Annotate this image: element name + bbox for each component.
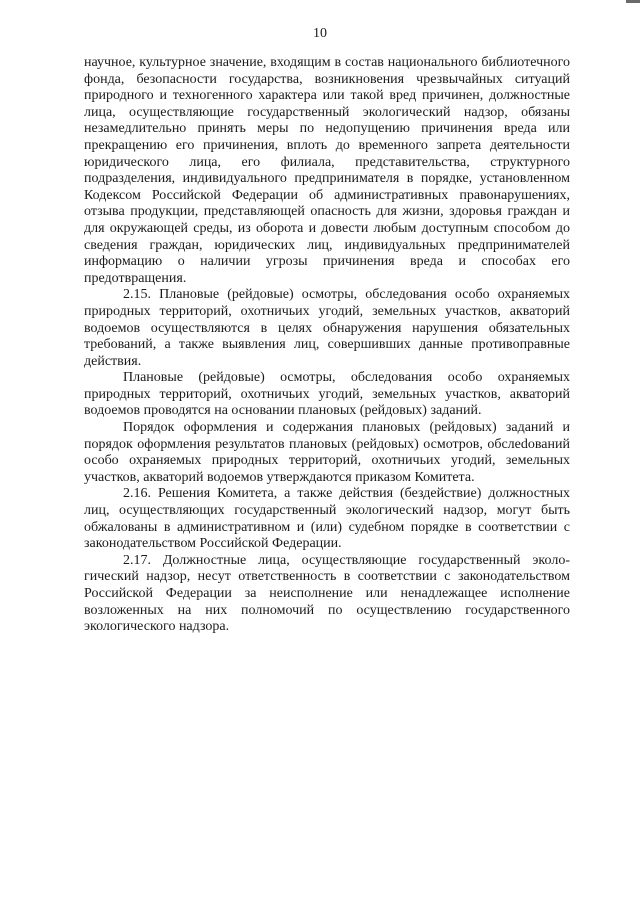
paragraph-continuation: научное, культурное значение, входящим в состав национального библиотечного фонда, безопасности государства, возникновения чрезвычайных ситуаций природного и техногенного характера или такой вред причинен, должностные лица, осуществляющие государственный экологический надзор, обязаны незамедлительно принять меры по недопущению причинения вреда или прекращению его причинения, вплоть до временного запрета деятельности юридического лица, его филиала, представительства, структурного подразделения, индивидуального предпринимателя в порядке, установленном Кодексом Российской Федерации об административных правонарушениях, отзыва продукции, представляющей опасность для жизни, здоровья граждан и для окружающей среды, из оборота и довести любым доступным способом до сведения граждан, юридических лиц, индивидуальных предпринимателей информацию о наличии угрозы причинения вреда и способах его предотвращения. <box>84 55 570 286</box>
paragraph-2-16: 2.16. Решения Комитета, а также действия (бездействие) должностных лиц, осуществляющих государственный экологический надзор, могут быть обжалованы в административном и (или) судебном порядке в соответствии с законодательством Российской Федерации. <box>84 486 570 552</box>
paragraph-raid-procedure: Порядок оформления и содержания плановых (рейдовых) заданий и порядок оформления результатов плановых (рейдовых) осмотров, обслеdований особо охраняемых природных территорий, охотничьих угодий, земельных участков, акваторий водоемов утверждаются приказом Комитета. <box>84 420 570 485</box>
paragraph-2-17: 2.17. Должностные лица, осуществляющие государственный экологический надзор, несут ответственность в соответствии с законодательством Российской Федерации за неисполнение или ненадлежащее исполнение возложенных на них полномочий по осуществлению государственного экологического надзора. <box>84 552 570 635</box>
paragraph-2-15: 2.15. Плановые (рейдовые) осмотры, обследования особо охраняемых природных территорий, охотничьих угодий, земельных участков, акваторий водоемов осуществляются в целях обнаружения нарушения обязательных требований, а также выявления лиц, совершивших данные противоправные действия. <box>84 287 570 369</box>
document-body <box>84 55 570 636</box>
scan-corner-mark <box>626 0 640 3</box>
paragraph-raid-inspections: Плановые (рейдовые) осмотры, обследования особо охраняемых природных территорий, охотничьих угодий, земельных участков, акваторий водоемов проводятся на основании плановых (рейдовых) заданий. <box>84 370 570 419</box>
page-number: 10 <box>313 26 327 41</box>
